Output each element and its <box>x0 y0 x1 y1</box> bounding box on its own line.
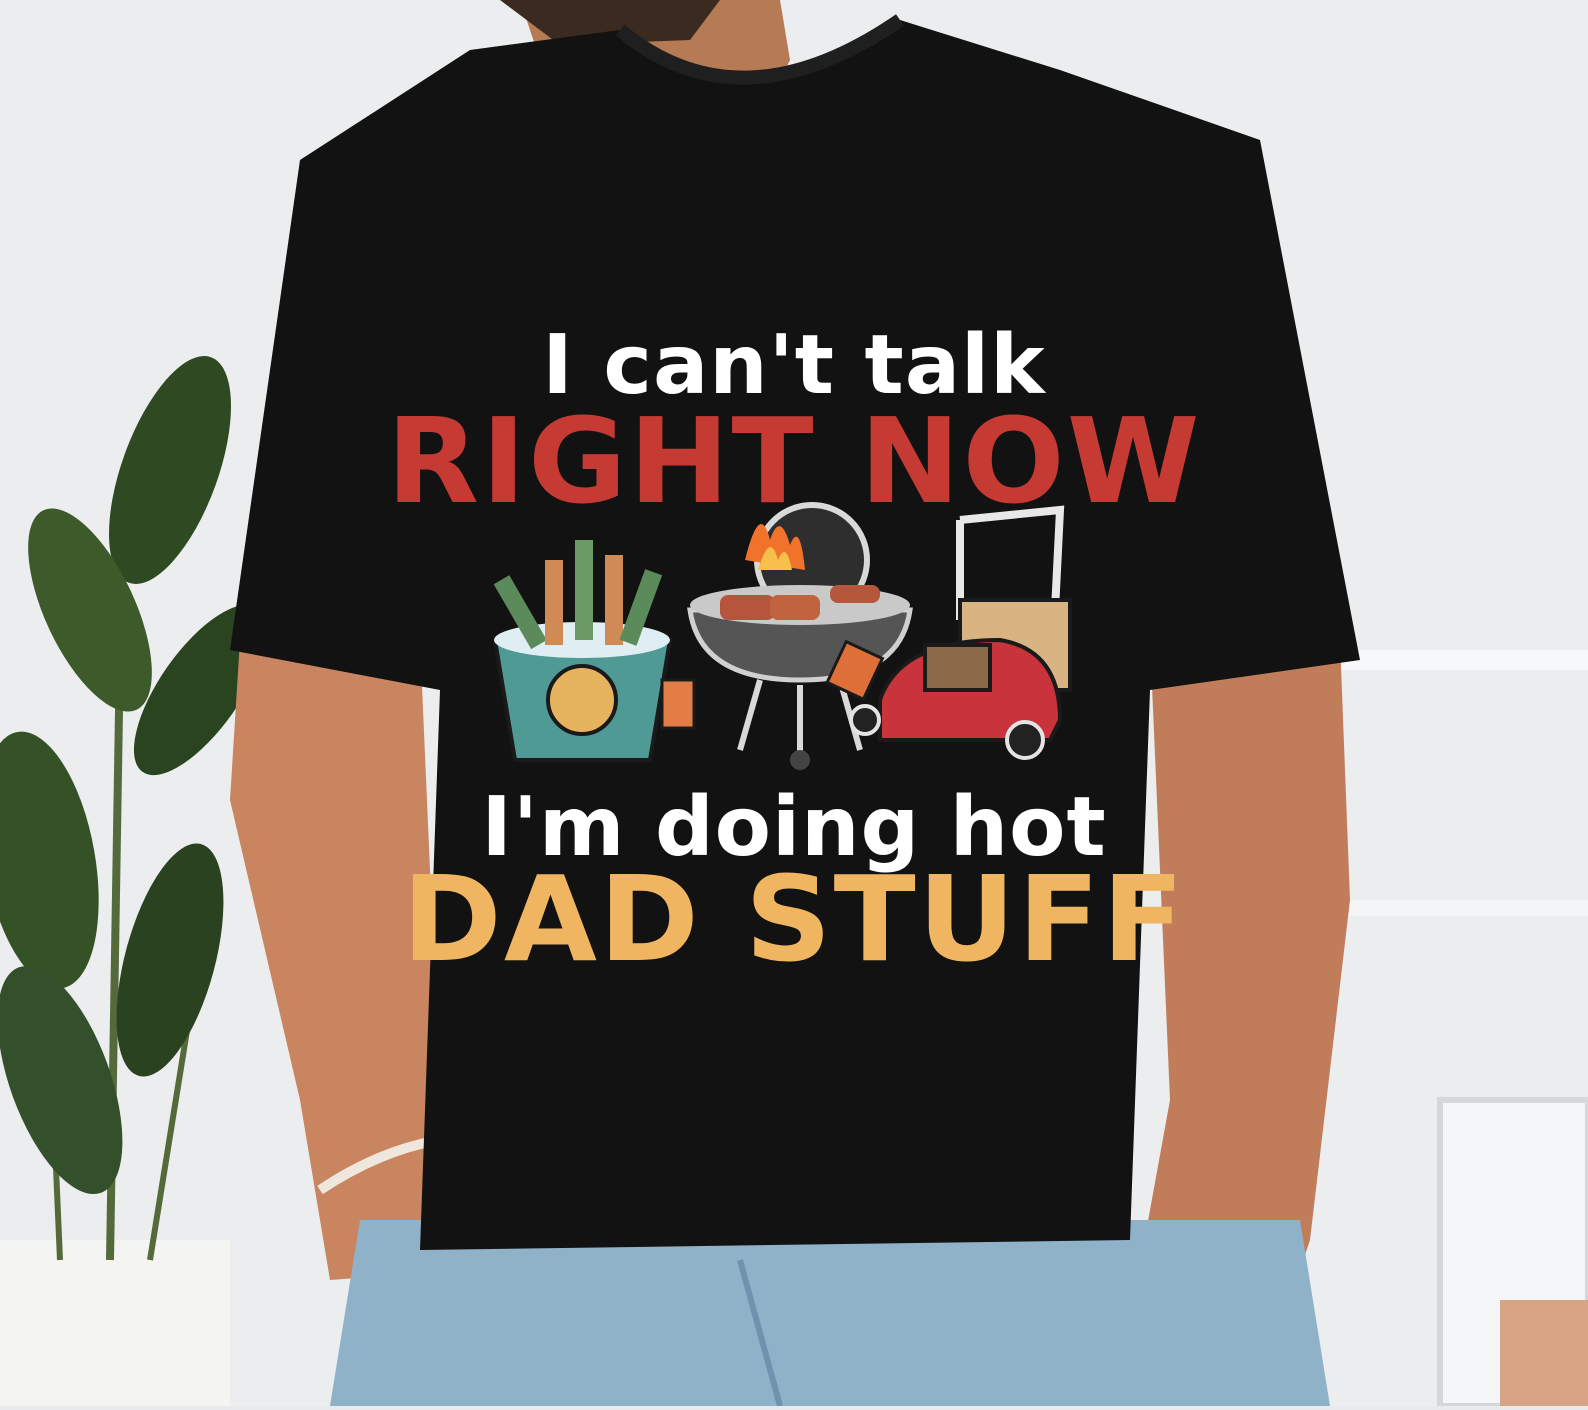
print-line-1: I can't talk <box>542 318 1046 413</box>
print-line-2-text: RIGHT NOW <box>386 392 1202 530</box>
print-line-4 <box>0 850 1588 988</box>
print-line-4-text: DAD STUFF <box>401 850 1187 988</box>
print-line-2 <box>0 392 1588 530</box>
acrylic-chair <box>1440 1100 1588 1406</box>
print-line-3: I'm doing hot <box>481 780 1107 875</box>
wall-molding <box>1340 650 1588 670</box>
spatula-icon <box>662 680 694 728</box>
plant-pot <box>0 1240 230 1406</box>
